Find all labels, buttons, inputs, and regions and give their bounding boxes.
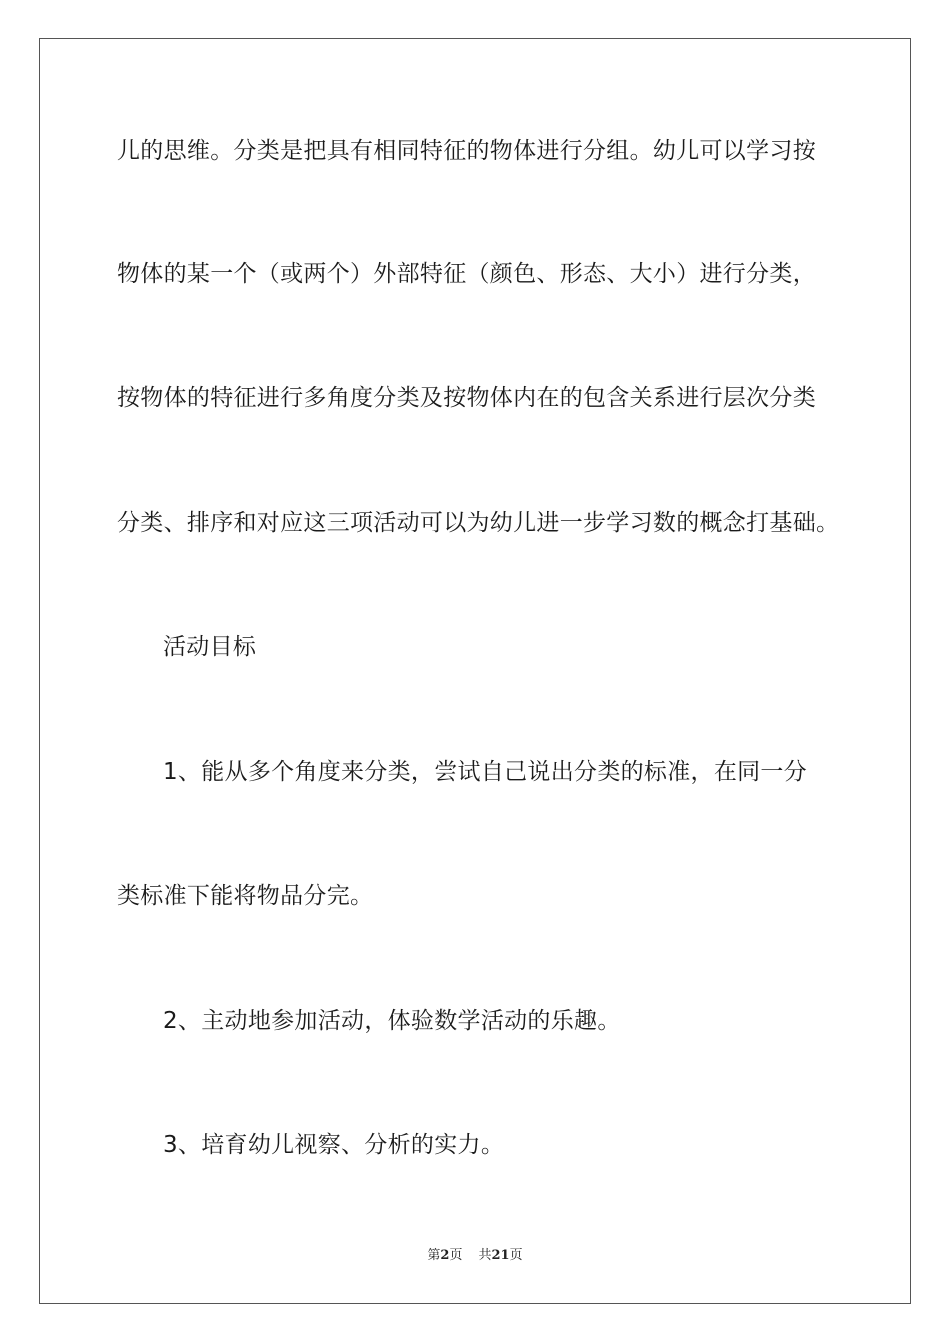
body-text-line: 物体的某一个（或两个）外部特征（颜色、形态、大小）进行分类， (117, 261, 816, 287)
page-suffix: 页 (449, 1248, 463, 1263)
page-border (39, 38, 911, 1304)
list-item: 1、能从多个角度来分类，尝试自己说出分类的标准，在同一分 (163, 759, 808, 785)
total-pages: 21 (491, 1248, 510, 1263)
total-suffix: 页 (509, 1248, 523, 1263)
page-prefix: 第 (427, 1248, 441, 1263)
body-text-line: 分类、排序和对应这三项活动可以为幼儿进一步学习数的概念打基础。 (117, 510, 840, 536)
body-text-line: 儿的思维。分类是把具有相同特征的物体进行分组。幼儿可以学习按 (117, 138, 816, 164)
body-text-line: 按物体的特征进行多角度分类及按物体内在的包含关系进行层次分类 (117, 385, 816, 411)
page-number: 2 (440, 1248, 450, 1263)
page-footer (0, 1247, 950, 1265)
list-item: 3、培育幼儿视察、分析的实力。 (163, 1132, 505, 1158)
total-prefix: 共 (478, 1248, 492, 1263)
section-heading: 活动目标 (163, 634, 257, 660)
list-item-continuation: 类标准下能将物品分完。 (117, 883, 374, 909)
list-item: 2、主动地参加活动，体验数学活动的乐趣。 (163, 1008, 621, 1034)
